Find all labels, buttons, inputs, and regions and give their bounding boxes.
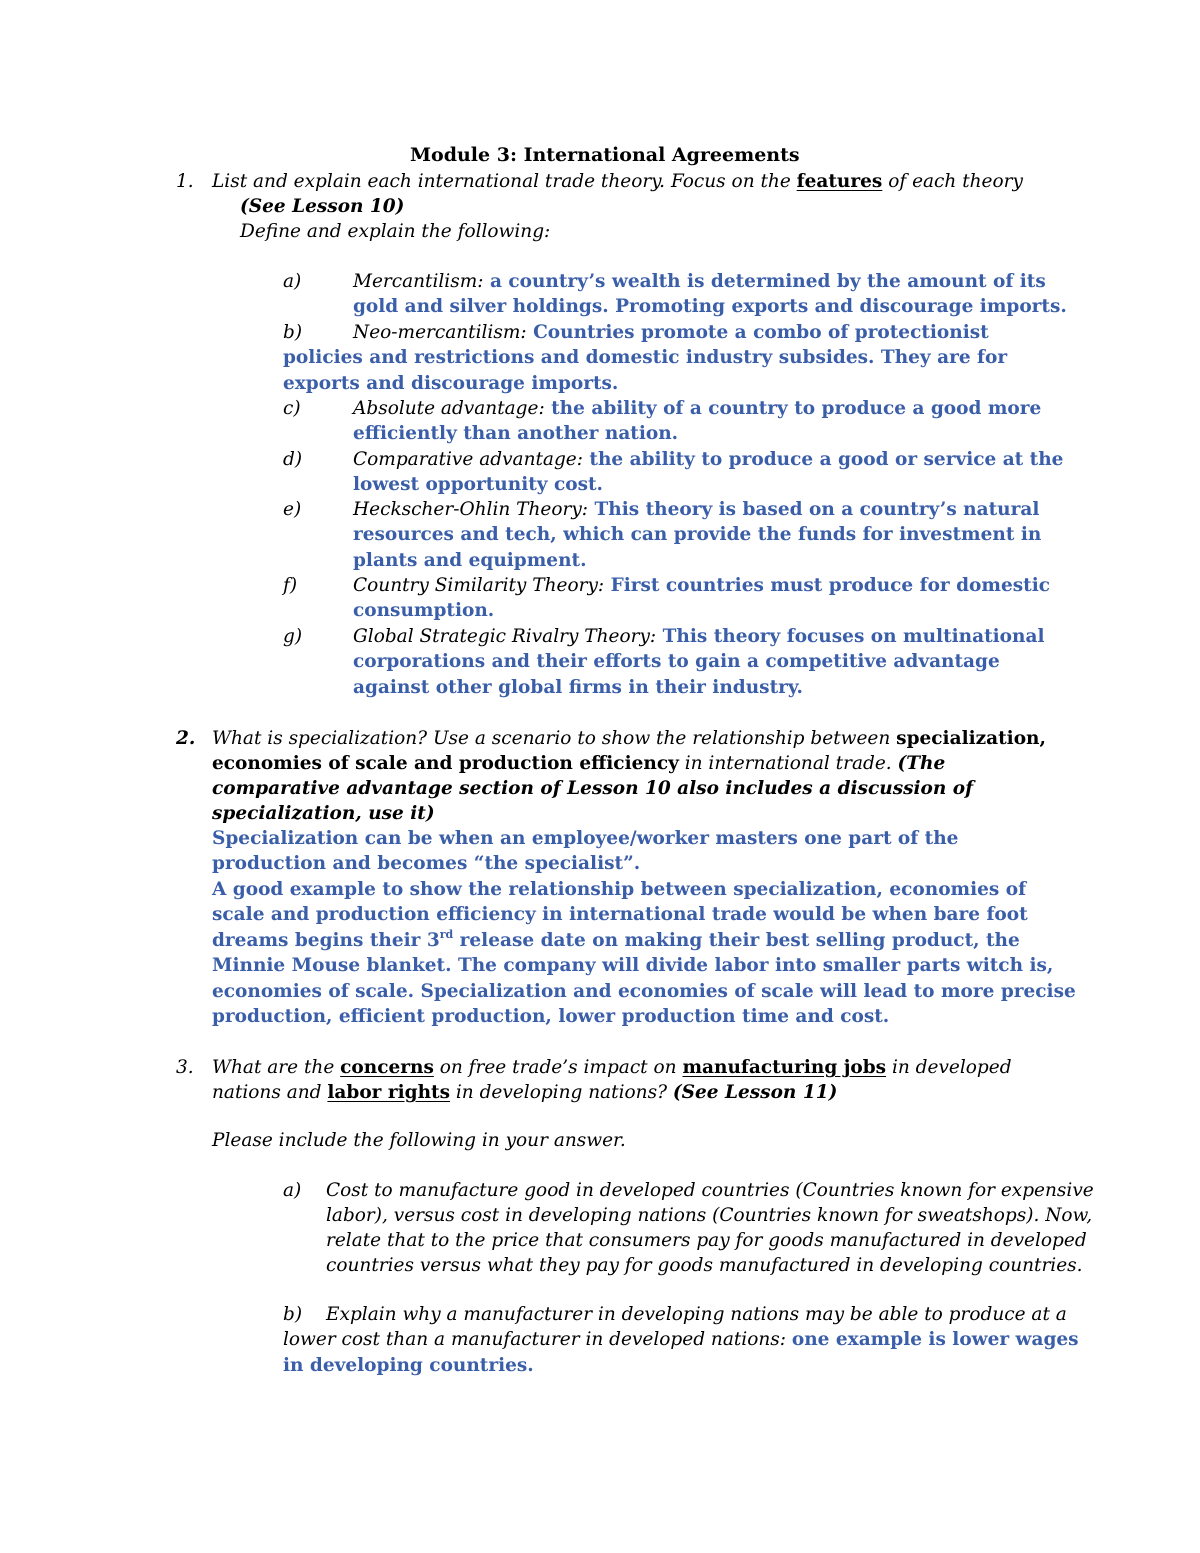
q2-answer-line: Minnie Mouse blanket. The company will divide labor into smaller parts witch is, xyxy=(212,955,1054,976)
q3-prompt-cont: nations and labor rights in developing nations? (See Lesson 11) xyxy=(212,1082,838,1103)
q2-answer-line: production and becomes “the specialist”. xyxy=(212,853,641,874)
q1-number: 1. xyxy=(176,171,194,192)
q1-item-e-letter: e) xyxy=(283,499,302,520)
q1-item-c-cont: efficiently than another nation. xyxy=(353,423,679,444)
q2-answer-line: production, efficient production, lower production time and cost. xyxy=(212,1006,890,1027)
q2-answer-line: scale and production efficiency in international trade would be when bare foot xyxy=(212,904,1028,925)
q3-item-a: Cost to manufacture good in developed countries (Countries known for expensive xyxy=(326,1180,1094,1201)
q3-number: 3. xyxy=(176,1057,194,1078)
page-title: Module 3: International Agreements xyxy=(410,144,800,166)
q1-item-b-cont2: exports and discourage imports. xyxy=(283,373,619,394)
q3-include: Please include the following in your answer. xyxy=(212,1130,626,1151)
q2-prompt-cont: economies of scale and production efficiency in international trade. (The xyxy=(212,753,946,774)
q3-item-b-letter: b) xyxy=(283,1304,303,1325)
q3-prompt: What are the concerns on free trade’s impact on manufacturing jobs in developed xyxy=(212,1057,1012,1078)
q1-item-e-cont2: plants and equipment. xyxy=(353,550,587,571)
q3-item-b-cont: lower cost than a manufacturer in developed nations: one example is lower wages xyxy=(283,1329,1079,1350)
q3-item-a-cont: labor), versus cost in developing nations (Countries known for sweatshops). Now, xyxy=(326,1205,1093,1226)
q3-item-a-letter: a) xyxy=(283,1180,302,1201)
q1-item-e: Heckscher-Ohlin Theory: This theory is based on a country’s natural xyxy=(353,499,1040,520)
q1-item-a: Mercantilism: a country’s wealth is determined by the amount of its xyxy=(353,271,1046,292)
q2-answer-line: dreams begins their 3rd release date on making their best selling product, the xyxy=(212,928,1020,951)
q2-prompt: What is specialization? Use a scenario to show the relationship between specialization, xyxy=(212,728,1046,749)
q3-item-b-answer: in developing countries. xyxy=(283,1355,534,1376)
q2-answer-line: A good example to show the relationship between specialization, economies of xyxy=(212,879,1027,900)
q1-item-g-cont: corporations and their efforts to gain a competitive advantage xyxy=(353,651,1000,672)
q1-item-c-letter: c) xyxy=(283,398,301,419)
q1-item-g: Global Strategic Rivalry Theory: This theory focuses on multinational xyxy=(353,626,1045,647)
q1-item-b: Neo-mercantilism: Countries promote a combo of protectionist xyxy=(353,322,989,343)
q1-prompt: List and explain each international trade theory. Focus on the features of each theory xyxy=(212,171,1023,192)
q2-prompt-cont2: comparative advantage section of Lesson 10 also includes a discussion of xyxy=(212,778,974,799)
q1-define: Define and explain the following: xyxy=(240,221,551,242)
q1-item-d-letter: d) xyxy=(283,449,303,470)
q1-item-b-letter: b) xyxy=(283,322,303,343)
q1-item-g-letter: g) xyxy=(283,626,303,647)
q1-item-f-letter: f) xyxy=(283,575,298,596)
q1-item-f: Country Similarity Theory: First countries must produce for domestic xyxy=(353,575,1050,596)
q1-item-a-cont: gold and silver holdings. Promoting exports and discourage imports. xyxy=(353,296,1067,317)
q1-item-g-cont2: against other global firms in their industry. xyxy=(353,677,803,698)
q3-item-b: Explain why a manufacturer in developing nations may be able to produce at a xyxy=(326,1304,1067,1325)
q1-item-d-cont: lowest opportunity cost. xyxy=(353,474,603,495)
q1-see-lesson: (See Lesson 10) xyxy=(240,196,405,217)
q2-number: 2. xyxy=(176,728,196,749)
q1-item-e-cont: resources and tech, which can provide the funds for investment in xyxy=(353,524,1042,545)
q1-item-d: Comparative advantage: the ability to produce a good or service at the xyxy=(353,449,1064,470)
q2-answer-line: Specialization can be when an employee/worker masters one part of the xyxy=(212,828,959,849)
q2-prompt-cont3: specialization, use it) xyxy=(212,803,435,824)
q2-answer-line: economies of scale. Specialization and economies of scale will lead to more precise xyxy=(212,981,1076,1002)
q1-item-a-letter: a) xyxy=(283,271,302,292)
q3-item-a-cont: relate that to the price that consumers pay for goods manufactured in developed xyxy=(326,1230,1087,1251)
q1-item-c: Absolute advantage: the ability of a country to produce a good more xyxy=(353,398,1042,419)
q3-item-a-cont: countries versus what they pay for goods manufactured in developing countries. xyxy=(326,1255,1083,1276)
q1-item-b-cont: policies and restrictions and domestic industry subsides. They are for xyxy=(283,347,1008,368)
q1-item-f-cont: consumption. xyxy=(353,600,495,621)
